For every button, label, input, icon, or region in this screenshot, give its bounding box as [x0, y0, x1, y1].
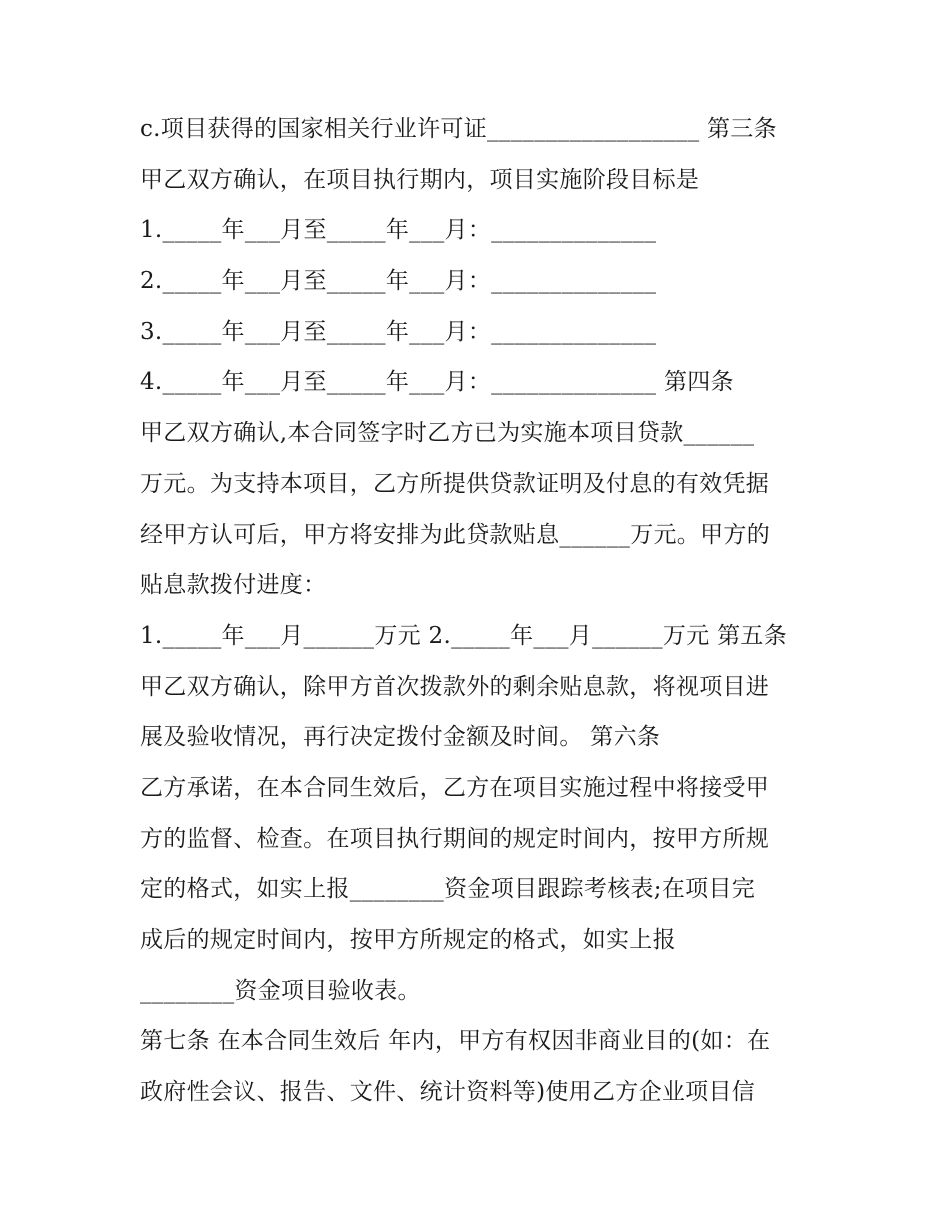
contract-body — [140, 104, 820, 1118]
text-line: 万元。为支持本项目，乙方所提供贷款证明及付息的有效凭据 — [140, 470, 770, 497]
text-line: ________资金项目验收表。 — [140, 977, 421, 1004]
text-line: 第七条 在本合同生效后 年内，甲方有权因非商业目的(如：在 — [140, 1028, 771, 1055]
text-line: 方的监督、检查。在项目执行期间的规定时间内，按甲方所规 — [140, 825, 770, 852]
text-line: 甲乙双方确认，在项目执行期内，项目实施阶段目标是 — [140, 166, 700, 193]
text-line: c.项目获得的国家相关行业许可证__________________ 第三条 — [140, 116, 777, 142]
text-line: 甲乙双方确认,本合同签字时乙方已为实施本项目贷款______ — [140, 420, 755, 447]
text-line: 乙方承诺，在本合同生效后，乙方在项目实施过程中将接受甲 — [140, 774, 770, 801]
text-line: 政府性会议、报告、文件、统计资料等)使用乙方企业项目信 — [140, 1079, 756, 1106]
text-line: 成后的规定时间内，按甲方所规定的格式，如实上报 — [140, 927, 676, 953]
text-line: 经甲方认可后，甲方将安排为此贷款贴息______万元。甲方的 — [140, 521, 770, 548]
text-line: 展及验收情况，再行决定拨付金额及时间。 第六条 — [140, 724, 661, 751]
text-line: 定的格式，如实上报________资金项目跟踪考核表;在项目完 — [140, 876, 756, 903]
text-line: 4._____年___月至_____年___月：______________ 第四条 — [140, 369, 734, 396]
text-line: 1._____年___月______万元 2._____年___月______万元 第五条 — [140, 622, 788, 649]
text-line: 2._____年___月至_____年___月：______________ — [140, 268, 657, 295]
text-line: 甲乙双方确认，除甲方首次拨款外的剩余贴息款，将视项目进 — [140, 673, 770, 700]
text-line: 贴息款拨付进度： — [140, 572, 327, 599]
text-line: 3._____年___月至_____年___月：______________ — [140, 318, 657, 345]
text-line: 1._____年___月至_____年___月：______________ — [140, 217, 657, 244]
